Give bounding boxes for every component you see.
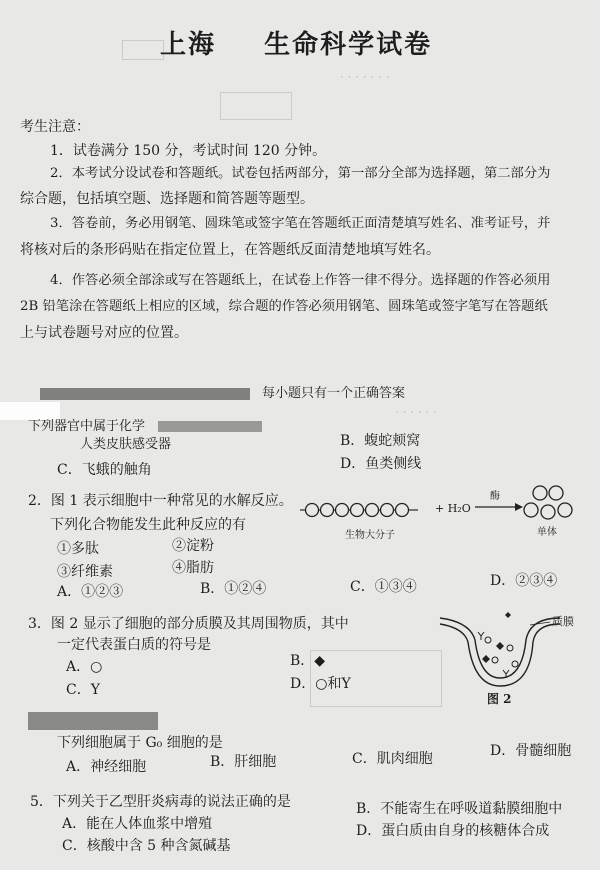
monomer-circle (558, 503, 572, 517)
fig1-label-water: + H₂O (435, 502, 471, 515)
q2-stem-2: 下列化合物能发生此种反应的有 (50, 517, 246, 533)
q4-stem: 下列细胞属于 G₀ 细胞的是 (57, 735, 223, 751)
q3-stem-1: 3．图 2 显示了细胞的部分质膜及其周围物质，其中 (28, 616, 349, 632)
q3-option-b: B．◆ (290, 653, 326, 669)
q2-option-c: C．①③④ (350, 579, 417, 595)
membrane-outer (440, 618, 560, 678)
q1-option-d: D．鱼类侧线 (340, 456, 422, 472)
membrane-inner (440, 624, 560, 686)
monomer-bead (321, 504, 334, 517)
smudge-section-header (40, 388, 250, 400)
macromolecule-chain (300, 504, 418, 517)
q3-option-a: A．○ (66, 659, 103, 675)
q1-option-a: 人类皮肤感受器 (80, 437, 172, 452)
q5-option-b: B．不能寄生在呼吸道黏膜细胞中 (356, 801, 563, 817)
membrane-pointer (530, 622, 550, 625)
fig2-caption: 图 2 (487, 692, 512, 706)
notice-item-4-line3: 上与试卷题号对应的位置。 (20, 325, 188, 341)
q3-option-d: D．○和Y (290, 676, 351, 692)
q2-option-d: D．②③④ (490, 573, 558, 589)
q4-option-c: C．肌肉细胞 (352, 751, 433, 767)
q2-stem-1: 2．图 1 表示细胞中一种常见的水解反应。 (28, 493, 293, 509)
title-region: 上海 (160, 30, 217, 60)
monomer-circle (524, 503, 538, 517)
fig2-label-membrane: 质膜 (552, 615, 574, 628)
vesicle-contents (478, 612, 518, 678)
molecule-circle (512, 661, 518, 667)
q5-option-a: A．能在人体血浆中增殖 (62, 816, 213, 832)
q5-stem: 5．下列关于乙型肝炎病毒的说法正确的是 (30, 794, 291, 810)
q4-option-a: A．神经细胞 (66, 759, 147, 775)
molecule-y (503, 670, 509, 678)
page-title (160, 24, 432, 61)
q1-option-c: C．飞蛾的触角 (57, 462, 152, 478)
monomer-bead (366, 504, 379, 517)
notice-item-2-line1: 2．本考试分设试卷和答题纸。试卷包括两部分，第一部分全部为选择题，第二部分为 (50, 166, 551, 181)
molecule-diamond (505, 612, 511, 618)
q1-stem: 下列器官中属于化学 (28, 419, 146, 434)
q1-option-b: B．蝮蛇颊窝 (340, 433, 421, 449)
molecule-circle (492, 657, 498, 663)
fig1-label-enzyme: 酶 (490, 491, 500, 502)
q2-item-1: ①多肽 (57, 541, 99, 557)
monomer-bead (396, 504, 409, 517)
monomer-bead (381, 504, 394, 517)
q2-option-b: B．①②④ (200, 581, 267, 597)
molecule-circle (507, 645, 513, 651)
molecule-diamond (482, 655, 490, 663)
monomer-bead (351, 504, 364, 517)
bleed-box-1 (122, 40, 164, 60)
q4-option-b: B．肝细胞 (210, 754, 277, 770)
notice-heading: 考生注意： (20, 119, 90, 135)
q3-option-c: C．Y (66, 682, 100, 698)
smudge-q1 (158, 421, 262, 432)
molecule-y (478, 632, 484, 640)
q4-option-d: D．骨髓细胞 (490, 743, 572, 759)
molecule-diamond (496, 642, 504, 650)
fig1-label-monomer: 单体 (537, 527, 557, 538)
q5-option-d: D．蛋白质由自身的核糖体合成 (356, 823, 550, 839)
bleed-text-2: · · · · · · (395, 405, 437, 419)
notice-item-1: 1．试卷满分 150 分，考试时间 120 分钟。 (50, 143, 327, 159)
title-subject: 生命科学试卷 (264, 30, 433, 60)
monomer-circle (533, 486, 547, 500)
q5-option-c: C．核酸中含 5 种含氮碱基 (62, 838, 231, 854)
monomer-bead (336, 504, 349, 517)
molecule-circle (485, 637, 491, 643)
monomer-circle (541, 505, 555, 519)
q2-item-3: ③纤维素 (57, 564, 113, 580)
section-header: 每小题只有一个正确答案 (262, 386, 406, 401)
smudge-q4 (28, 712, 158, 730)
notice-item-3-line2: 将核对后的条形码贴在指定位置上，在答题纸反面清楚地填写姓名。 (20, 242, 440, 258)
q2-item-2: ②淀粉 (172, 538, 214, 554)
notice-item-4-line1: 4．作答必须全部涂或写在答题纸上，在试卷上作答一律不得分。选择题的作答必须用 (50, 273, 551, 288)
bleed-box-2 (220, 92, 292, 120)
monomer-circle (549, 486, 563, 500)
fig1-label-macromolecule: 生物大分子 (345, 530, 395, 541)
monomers (524, 486, 572, 519)
monomer-bead (306, 504, 319, 517)
notice-item-4-line2: 2B 铅笔涂在答题纸上相应的区域，综合题的作答必须用钢笔、圆珠笔或签字笔写在答题纸 (20, 299, 548, 314)
notice-item-3-line1: 3．答卷前，务必用钢笔、圆珠笔或签字笔在答题纸正面清楚填写姓名、准考证号，并 (50, 216, 551, 231)
bleed-text-1: · · · · · · · (340, 70, 390, 84)
q3-stem-2: 一定代表蛋白质的符号是 (57, 637, 211, 653)
notice-item-2-line2: 综合题，包括填空题、选择题和简答题等题型。 (20, 191, 314, 207)
q2-option-a: A．①②③ (57, 584, 124, 600)
q2-item-4: ④脂肪 (172, 560, 214, 576)
